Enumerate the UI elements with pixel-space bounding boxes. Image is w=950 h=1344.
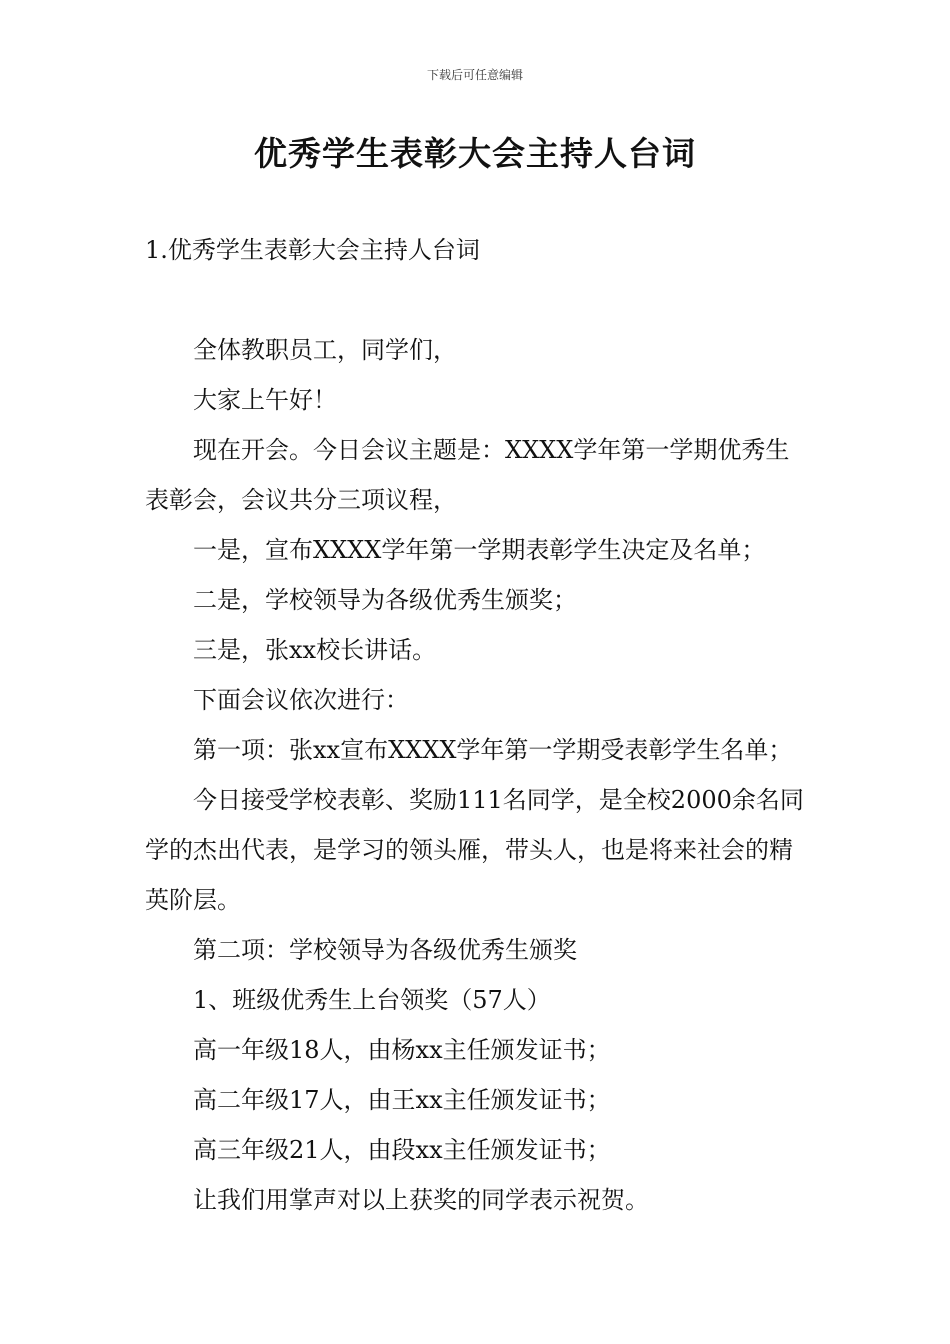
paragraph: 一是，宣布XXXX学年第一学期表彰学生决定及名单； — [193, 536, 766, 564]
paragraph: 让我们用掌声对以上获奖的同学表示祝贺。 — [193, 1186, 649, 1214]
paragraph: 二是，学校领导为各级优秀生颁奖； — [193, 586, 577, 614]
paragraph: 第二项：学校领导为各级优秀生颁奖 — [193, 936, 577, 964]
section-heading: 1.优秀学生表彰大会主持人台词 — [145, 236, 480, 264]
paragraph: 下面会议依次进行： — [193, 686, 409, 714]
document-body — [145, 325, 810, 1225]
paragraph: 今日接受学校表彰、奖励111名同学，是全校2000余名同学的杰出代表，是学习的领头雁，带头人，也是将来社会的精英阶层。 — [145, 786, 804, 914]
paragraph: 高三年级21人，由段xx主任颁发证书； — [193, 1136, 611, 1164]
paragraph: 三是，张xx校长讲话。 — [193, 636, 437, 664]
paragraph: 1、班级优秀生上台领奖（57人） — [193, 986, 551, 1014]
paragraph: 大家上午好！ — [193, 386, 337, 414]
paragraph: 高二年级17人，由王xx主任颁发证书； — [193, 1086, 611, 1114]
header-note: 下载后可任意编辑 — [426, 68, 523, 82]
paragraph: 现在开会。今日会议主题是：XXXX学年第一学期优秀生表彰会，会议共分三项议程， — [145, 436, 790, 514]
paragraph: 高一年级18人，由杨xx主任颁发证书； — [193, 1036, 611, 1064]
paragraph: 全体教职员工，同学们， — [193, 336, 457, 364]
paragraph: 第一项：张xx宣布XXXX学年第一学期受表彰学生名单； — [193, 736, 793, 764]
page-title: 优秀学生表彰大会主持人台词 — [254, 134, 696, 173]
